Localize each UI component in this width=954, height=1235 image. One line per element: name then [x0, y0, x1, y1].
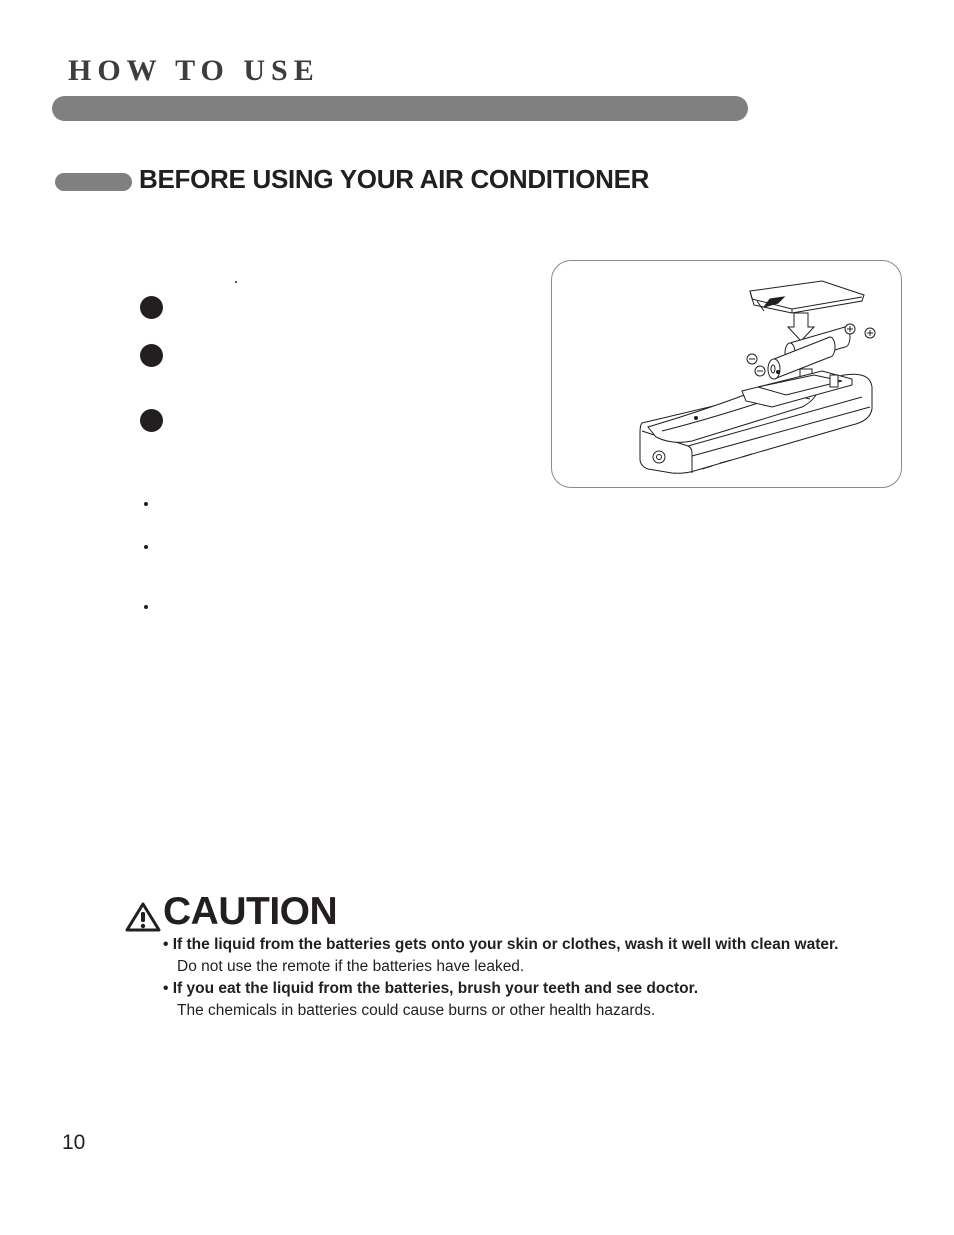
caution-item-2-text: The chemicals in batteries could cause burns or other health hazards. [177, 1002, 656, 1019]
step-marker-1 [140, 296, 163, 319]
caution-item-2-bold: • If you eat the liquid from the batteries, brush your teeth and see doctor. [163, 978, 923, 1000]
header-divider-bar [52, 96, 748, 121]
period-mark [235, 281, 237, 283]
caution-list [163, 934, 923, 1022]
bullet-1 [144, 502, 148, 506]
caution-item-1-bold: • If the liquid from the batteries gets onto your skin or clothes, wash it well with clean water. [163, 934, 923, 956]
bullet-3 [144, 605, 148, 609]
page-header-title: HOW TO USE [68, 54, 320, 87]
caution-item-1 [163, 934, 923, 978]
remote-battery-installation-illustration [552, 261, 903, 489]
section-marker [55, 173, 132, 191]
caution-item-1-text: Do not use the remote if the batteries have leaked. [177, 958, 525, 975]
warning-triangle-icon [125, 902, 161, 932]
remote-battery-figure [551, 260, 902, 488]
caution-item-2 [163, 978, 923, 1022]
step-marker-2 [140, 344, 163, 367]
section-title: BEFORE USING YOUR AIR CONDITIONER [139, 164, 650, 194]
caution-title: CAUTION [163, 890, 338, 933]
page-number: 10 [62, 1131, 86, 1154]
bullet-2 [144, 545, 148, 549]
step-marker-3 [140, 409, 163, 432]
